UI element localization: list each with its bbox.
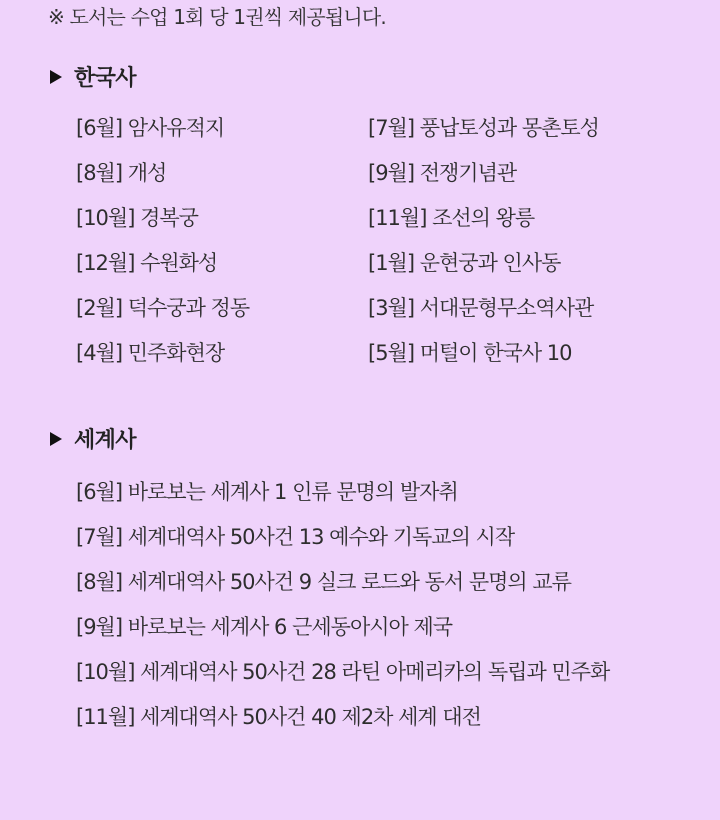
korean-history-item: [3월] 서대문형무소역사관	[368, 296, 594, 320]
korean-history-item: [11월] 조선의 왕릉	[368, 206, 535, 230]
korean-history-item: [12월] 수원화성	[76, 251, 218, 275]
korean-history-title: 한국사	[74, 66, 136, 91]
world-history-item: [10월] 세계대역사 50사건 28 라틴 아메리카의 독립과 민주화	[76, 660, 610, 684]
notice-text: ※ 도서는 수업 1회 당 1권씩 제공됩니다.	[48, 5, 386, 29]
world-history-item: [6월] 바로보는 세계사 1 인류 문명의 발자취	[76, 480, 458, 504]
korean-history-item: [10월] 경복궁	[76, 206, 198, 230]
korean-history-item: [1월] 운현궁과 인사동	[368, 251, 561, 275]
korean-history-item: [7월] 풍납토성과 몽촌토성	[368, 116, 599, 140]
world-history-item: [8월] 세계대역사 50사건 9 실크 로드와 동서 문명의 교류	[76, 570, 571, 594]
world-history-title: 세계사	[74, 428, 136, 453]
world-history-heading	[50, 426, 136, 456]
world-history-item: [9월] 바로보는 세계사 6 근세동아시아 제국	[76, 615, 453, 639]
korean-history-item: [8월] 개성	[76, 161, 167, 185]
korean-history-item: [6월] 암사유적지	[76, 116, 225, 140]
triangle-bullet-icon	[50, 70, 62, 84]
korean-history-item: [2월] 덕수궁과 정동	[76, 296, 250, 320]
korean-history-list	[76, 113, 696, 383]
korean-history-heading	[50, 64, 136, 94]
world-history-item: [7월] 세계대역사 50사건 13 예수와 기독교의 시작	[76, 525, 515, 549]
triangle-bullet-icon	[50, 432, 62, 446]
korean-history-item: [4월] 민주화현장	[76, 341, 225, 365]
world-history-list	[76, 477, 706, 747]
korean-history-item: [5월] 머털이 한국사 10	[368, 341, 572, 365]
world-history-item: [11월] 세계대역사 50사건 40 제2차 세계 대전	[76, 705, 481, 729]
korean-history-item: [9월] 전쟁기념관	[368, 161, 517, 185]
